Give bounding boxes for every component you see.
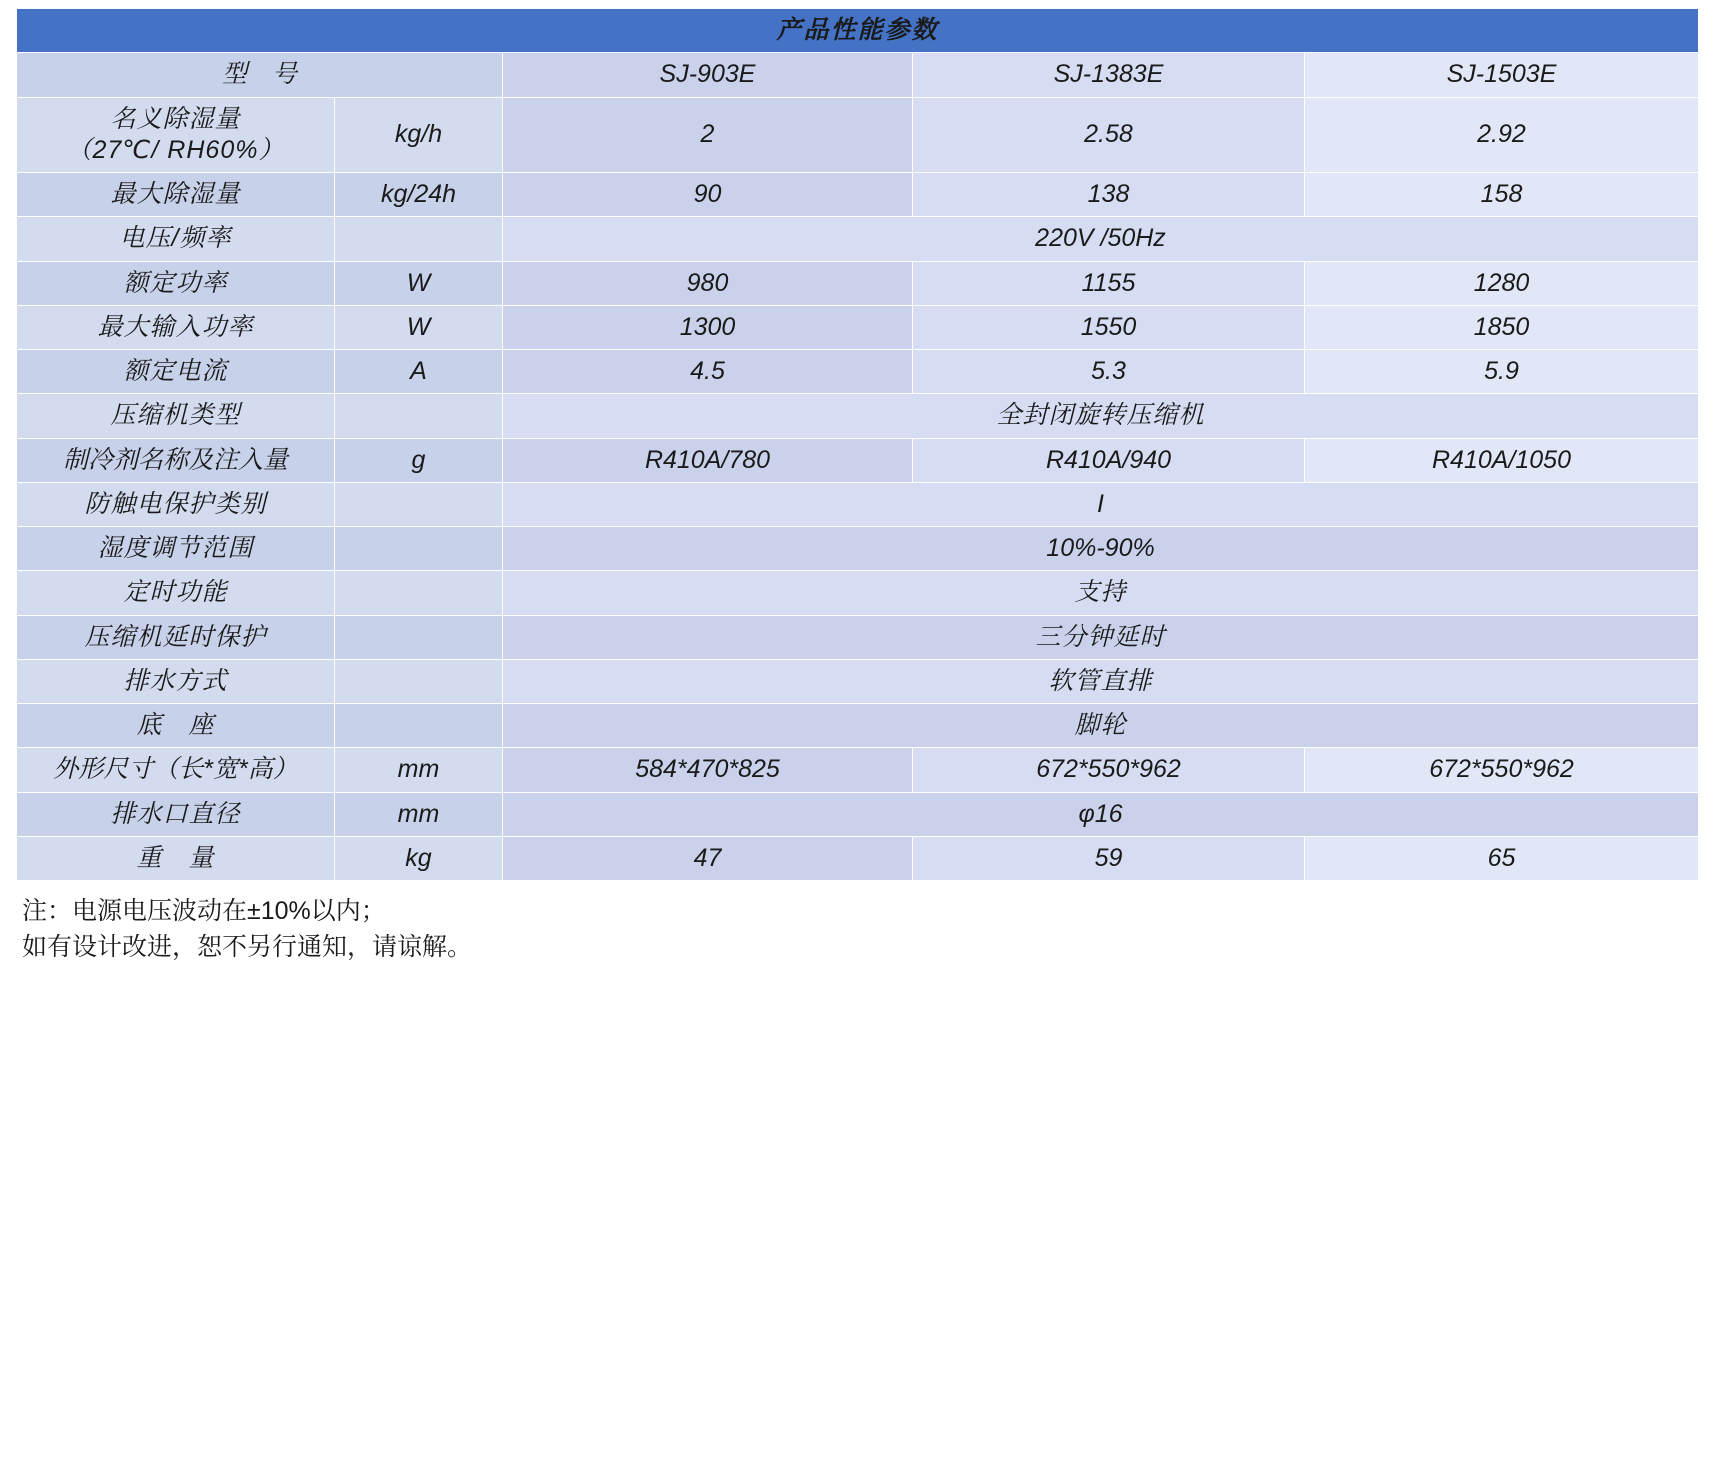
table-row	[17, 350, 1699, 394]
footnote	[16, 891, 1698, 966]
table-row	[17, 748, 1699, 792]
table-row	[17, 173, 1699, 217]
column-header-model-2: SJ-1383E	[913, 53, 1305, 97]
row-label: 制冷剂名称及注入量	[17, 438, 335, 482]
row-label: 最大除湿量	[17, 173, 335, 217]
table-header-row	[17, 53, 1699, 97]
table-row	[17, 836, 1699, 880]
cell-model-2: 672*550*962	[913, 748, 1305, 792]
cell-model-1: 584*470*825	[503, 748, 913, 792]
cell-model-3: R410A/1050	[1305, 438, 1699, 482]
row-unit: W	[335, 261, 503, 305]
cell-model-2: R410A/940	[913, 438, 1305, 482]
cell-model-2: 138	[913, 173, 1305, 217]
column-header-label: 型 号	[17, 53, 503, 97]
table-row	[17, 659, 1699, 703]
cell-merged: 220V /50Hz	[503, 217, 1699, 261]
table-row	[17, 305, 1699, 349]
cell-model-1: R410A/780	[503, 438, 913, 482]
row-unit: kg/24h	[335, 173, 503, 217]
cell-model-3: 158	[1305, 173, 1699, 217]
table-row	[17, 792, 1699, 836]
row-label: 湿度调节范围	[17, 527, 335, 571]
product-spec-table	[16, 8, 1699, 881]
row-label: 额定电流	[17, 350, 335, 394]
page-title: 产品性能参数	[17, 9, 1699, 53]
row-label: 外形尺寸（长*宽*高）	[17, 748, 335, 792]
table-row	[17, 261, 1699, 305]
row-unit	[335, 571, 503, 615]
row-unit: g	[335, 438, 503, 482]
row-label: 最大输入功率	[17, 305, 335, 349]
row-unit: A	[335, 350, 503, 394]
cell-model-1: 1300	[503, 305, 913, 349]
cell-model-1: 47	[503, 836, 913, 880]
cell-model-2: 1155	[913, 261, 1305, 305]
column-header-model-1: SJ-903E	[503, 53, 913, 97]
cell-merged: 支持	[503, 571, 1699, 615]
cell-model-1: 90	[503, 173, 913, 217]
cell-model-2: 1550	[913, 305, 1305, 349]
cell-merged: φ16	[503, 792, 1699, 836]
table-row	[17, 615, 1699, 659]
row-label: 底 座	[17, 704, 335, 748]
row-label: 压缩机延时保护	[17, 615, 335, 659]
row-label: 压缩机类型	[17, 394, 335, 438]
table-row	[17, 704, 1699, 748]
row-unit	[335, 394, 503, 438]
cell-merged: 三分钟延时	[503, 615, 1699, 659]
table-row	[17, 482, 1699, 526]
table-row	[17, 438, 1699, 482]
cell-model-3: 5.9	[1305, 350, 1699, 394]
cell-model-3: 1280	[1305, 261, 1699, 305]
row-unit	[335, 482, 503, 526]
cell-merged: 软管直排	[503, 659, 1699, 703]
row-unit: kg/h	[335, 97, 503, 173]
row-label: 额定功率	[17, 261, 335, 305]
table-row	[17, 394, 1699, 438]
footnote-line-1: 注：电源电压波动在±10%以内；	[22, 897, 386, 925]
row-label-line1: 名义除湿量	[110, 104, 241, 133]
row-unit: mm	[335, 748, 503, 792]
row-label: 排水方式	[17, 659, 335, 703]
table-row	[17, 217, 1699, 261]
cell-merged: 全封闭旋转压缩机	[503, 394, 1699, 438]
cell-model-1: 4.5	[503, 350, 913, 394]
row-label: 防触电保护类别	[17, 482, 335, 526]
row-label-line2: （27℃/ RH60%）	[66, 135, 285, 164]
row-unit	[335, 615, 503, 659]
cell-model-2: 59	[913, 836, 1305, 880]
row-unit: mm	[335, 792, 503, 836]
cell-merged: 脚轮	[503, 704, 1699, 748]
table-row	[17, 97, 1699, 173]
cell-model-3: 2.92	[1305, 97, 1699, 173]
table-row	[17, 571, 1699, 615]
footnote-line-2: 如有设计改进，恕不另行通知，请谅解。	[22, 933, 473, 962]
row-unit	[335, 659, 503, 703]
table-title-row	[17, 9, 1699, 53]
row-unit	[335, 704, 503, 748]
row-label: 重 量	[17, 836, 335, 880]
cell-merged: 10%-90%	[503, 527, 1699, 571]
row-unit: W	[335, 305, 503, 349]
row-label: 排水口直径	[17, 792, 335, 836]
cell-model-2: 2.58	[913, 97, 1305, 173]
row-unit	[335, 217, 503, 261]
row-unit: kg	[335, 836, 503, 880]
cell-model-1: 2	[503, 97, 913, 173]
table-row	[17, 527, 1699, 571]
row-label: 电压/频率	[17, 217, 335, 261]
cell-model-2: 5.3	[913, 350, 1305, 394]
column-header-model-3: SJ-1503E	[1305, 53, 1699, 97]
cell-model-3: 672*550*962	[1305, 748, 1699, 792]
cell-model-3: 65	[1305, 836, 1699, 880]
cell-model-3: 1850	[1305, 305, 1699, 349]
row-unit	[335, 527, 503, 571]
row-label	[17, 97, 335, 173]
cell-model-1: 980	[503, 261, 913, 305]
row-label: 定时功能	[17, 571, 335, 615]
cell-merged: I	[503, 482, 1699, 526]
